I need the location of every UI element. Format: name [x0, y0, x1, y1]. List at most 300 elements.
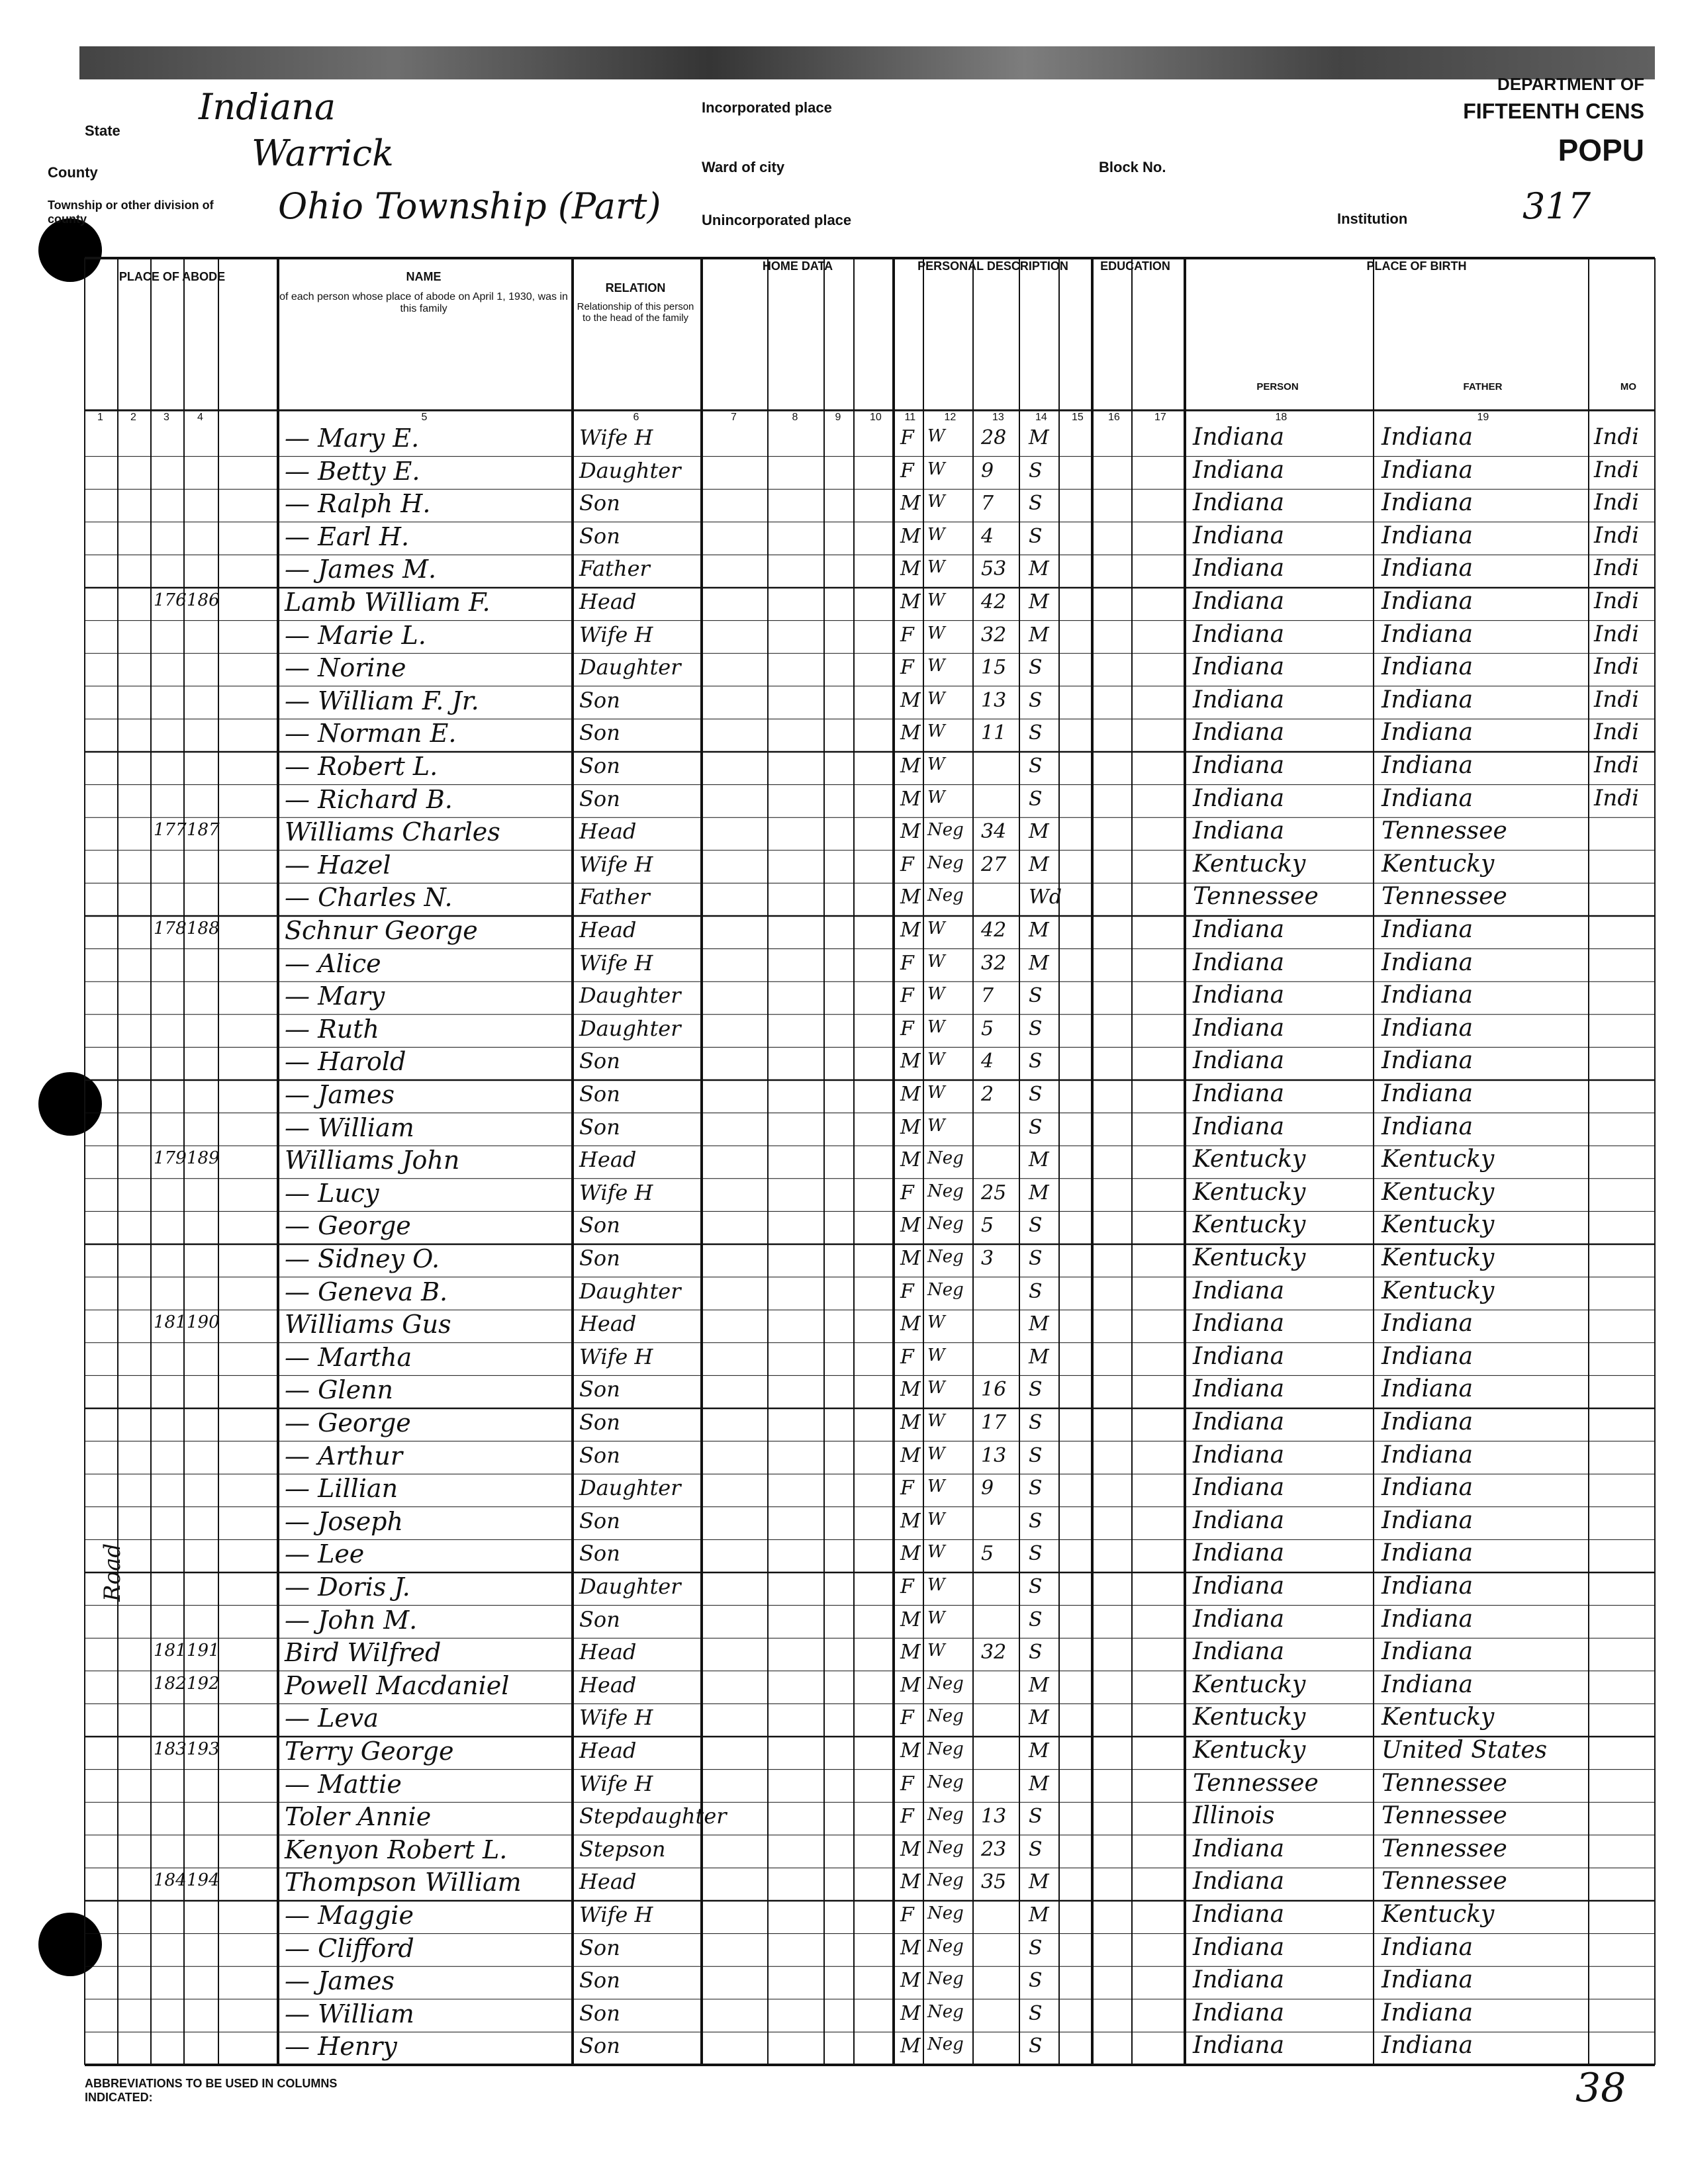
column-number: 18: [1275, 412, 1287, 423]
relation-value: Stepson: [579, 1836, 666, 1862]
age-value: 23: [981, 1837, 1007, 1861]
race-value: W: [927, 1641, 945, 1661]
race-value: Neg: [927, 886, 964, 906]
birthplace-father: Kentucky: [1381, 1244, 1495, 1271]
birthplace-person: Illinois: [1193, 1802, 1275, 1830]
birthplace-father: Tennessee: [1381, 1868, 1507, 1895]
relation-value: Head: [579, 1738, 637, 1763]
dwelling-number: 179: [154, 1148, 187, 1169]
person-name: — Hazel: [285, 850, 391, 880]
margin-note-road: Road: [99, 1543, 126, 1602]
birthplace-person: Kentucky: [1193, 850, 1306, 878]
family-number: 190: [187, 1312, 220, 1333]
relation-value: Son: [579, 2000, 620, 2026]
relation-value: Daughter: [579, 457, 681, 483]
person-name: — Norman E.: [285, 719, 457, 749]
sex-value: M: [900, 1641, 921, 1664]
age-value: 9: [981, 1477, 994, 1500]
marital-status-value: M: [1029, 852, 1049, 876]
sex-value: M: [900, 787, 921, 811]
age-value: 4: [981, 524, 994, 548]
sex-value: F: [900, 656, 914, 680]
person-name: — Earl H.: [285, 522, 410, 551]
dwelling-number: 183: [154, 1739, 187, 1759]
person-name: — Maggie: [285, 1901, 414, 1930]
birthplace-person: Indiana: [1193, 686, 1285, 713]
person-name: — Norine: [285, 653, 406, 683]
birthplace-father: Indiana: [1381, 1080, 1474, 1107]
birthplace-father: Kentucky: [1381, 1704, 1495, 1731]
age-value: 13: [981, 1443, 1007, 1467]
person-name: — Marie L.: [285, 620, 426, 650]
dwelling-number: 176: [154, 590, 187, 610]
race-value: W: [927, 623, 945, 643]
column-number: 13: [992, 412, 1004, 423]
relation-value: Son: [579, 1606, 620, 1632]
age-value: 13: [981, 1805, 1007, 1829]
race-value: Neg: [927, 1247, 964, 1267]
relation-value: Wife H: [579, 1343, 653, 1369]
birthplace-person: Kentucky: [1193, 1244, 1306, 1271]
personal-description-header: PERSONAL DESCRIPTION: [917, 259, 1068, 273]
birthplace-father: Indiana: [1381, 555, 1474, 582]
race-value: W: [927, 656, 945, 676]
birthplace-mother: Indi: [1594, 489, 1639, 516]
birthplace-mother: Indi: [1594, 719, 1639, 746]
marital-status-value: S: [1029, 1017, 1043, 1040]
birthplace-father: Indiana: [1381, 916, 1474, 943]
marital-status-value: Wd: [1029, 886, 1062, 909]
race-value: W: [927, 426, 945, 446]
person-name: — Henry: [285, 2032, 397, 2062]
sex-value: F: [900, 1279, 914, 1303]
birthplace-person: Indiana: [1193, 424, 1285, 451]
person-name: Thompson William: [285, 1868, 522, 1897]
sex-value: M: [900, 919, 921, 942]
relation-value: Wife H: [579, 950, 653, 976]
race-value: W: [927, 1050, 945, 1070]
age-value: 16: [981, 1378, 1007, 1402]
birthplace-person: Indiana: [1193, 1408, 1285, 1435]
marital-status-value: S: [1029, 688, 1043, 712]
marital-status-value: S: [1029, 1509, 1043, 1533]
person-name: — Richard B.: [285, 784, 453, 814]
birthplace-person: Indiana: [1193, 588, 1285, 615]
ward-label: Ward of city: [702, 159, 785, 175]
race-value: Neg: [927, 1673, 964, 1694]
person-name: — John M.: [285, 1605, 418, 1635]
birthplace-father: Indiana: [1381, 1999, 1474, 2026]
age-value: 3: [981, 1247, 994, 1270]
birthplace-person: Indiana: [1193, 1441, 1285, 1469]
sex-value: M: [900, 1312, 921, 1336]
marital-status-value: M: [1029, 426, 1049, 449]
birthplace-father: United States: [1381, 1737, 1548, 1764]
marital-status-value: S: [1029, 1247, 1043, 1270]
sex-value: F: [900, 1805, 914, 1829]
column-number: 19: [1477, 412, 1489, 423]
page-number: 38: [1575, 2065, 1626, 2111]
relation-value: Son: [579, 1081, 620, 1107]
relation-value: Son: [579, 523, 620, 549]
person-name: — Sidney O.: [285, 1244, 440, 1273]
marital-status-value: S: [1029, 1805, 1043, 1829]
dwelling-number: 181: [154, 1312, 187, 1333]
race-value: Neg: [927, 1279, 964, 1300]
birthplace-father: Indiana: [1381, 653, 1474, 681]
birthplace-father: Indiana: [1381, 1342, 1474, 1370]
birthplace-person: Kentucky: [1193, 1178, 1306, 1206]
race-value: Neg: [927, 1181, 964, 1201]
marital-status-value: S: [1029, 754, 1043, 778]
race-value: Neg: [927, 852, 964, 873]
relation-value: Wife H: [579, 851, 653, 877]
person-name: — Lee: [285, 1539, 365, 1569]
sex-value: M: [900, 524, 921, 548]
sex-value: M: [900, 1870, 921, 1894]
race-value: W: [927, 1378, 945, 1398]
family-number: 193: [187, 1739, 220, 1759]
marital-status-value: M: [1029, 557, 1049, 581]
birthplace-father: Indiana: [1381, 1572, 1474, 1600]
race-value: W: [927, 1509, 945, 1529]
person-name: — Ruth: [285, 1014, 379, 1044]
birthplace-person: Indiana: [1193, 1014, 1285, 1042]
birthplace-father: Indiana: [1381, 1441, 1474, 1469]
sex-value: M: [900, 1148, 921, 1172]
race-value: W: [927, 1115, 945, 1136]
birthplace-father: Tennessee: [1381, 1769, 1507, 1797]
relation-value: Son: [579, 1377, 620, 1402]
marital-status-value: M: [1029, 1673, 1049, 1697]
relation-value: Son: [579, 1442, 620, 1468]
birthplace-father: Indiana: [1381, 1966, 1474, 1994]
person-name: — George: [285, 1408, 411, 1437]
birthplace-person: Indiana: [1193, 2032, 1285, 2060]
person-name: Lamb William F.: [285, 588, 491, 617]
race-value: W: [927, 787, 945, 807]
unincorporated-label: Unincorporated place: [702, 212, 852, 228]
sex-value: M: [900, 1378, 921, 1402]
family-number: 192: [187, 1673, 220, 1694]
birthplace-father: Tennessee: [1381, 817, 1507, 845]
sex-value: M: [900, 2034, 921, 2058]
birthplace-person: Indiana: [1193, 784, 1285, 812]
relation-value: Son: [579, 1246, 620, 1271]
abbreviations-note: ABBREVIATIONS TO BE USED IN COLUMNS INDICATED:: [85, 2077, 338, 2104]
relation-value: Son: [579, 1541, 620, 1567]
person-name: — Arthur: [285, 1441, 403, 1471]
sex-value: F: [900, 852, 914, 876]
sex-value: M: [900, 1837, 921, 1861]
relation-value: Son: [579, 1410, 620, 1435]
birthplace-mother: Indi: [1594, 653, 1639, 680]
marital-status-value: M: [1029, 1312, 1049, 1336]
birthplace-father: Indiana: [1381, 1474, 1474, 1502]
birthplace-mother: Indi: [1594, 588, 1639, 614]
relation-description: Relationship of this person to the head of the family: [577, 301, 694, 324]
relation-value: Head: [579, 819, 637, 844]
age-value: 9: [981, 459, 994, 482]
race-value: Neg: [927, 1739, 964, 1759]
birthplace-mother: Indi: [1594, 522, 1639, 549]
family-number: 194: [187, 1870, 220, 1891]
person-name: — Betty E.: [285, 456, 420, 486]
name-header: NAME: [406, 270, 442, 283]
sex-value: F: [900, 1706, 914, 1730]
relation-value: Daughter: [579, 983, 681, 1009]
birthplace-person: Kentucky: [1193, 1211, 1306, 1239]
person-name: — Leva: [285, 1704, 379, 1733]
birthplace-person: Indiana: [1193, 1080, 1285, 1107]
age-value: 32: [981, 1641, 1007, 1664]
birthplace-father: Kentucky: [1381, 1211, 1495, 1239]
sex-value: M: [900, 820, 921, 844]
relation-value: Wife H: [579, 1705, 653, 1731]
birthplace-father: Indiana: [1381, 719, 1474, 747]
birthplace-person: Indiana: [1193, 1539, 1285, 1567]
sex-value: M: [900, 2001, 921, 2025]
person-name: — Mattie: [285, 1769, 402, 1799]
birthplace-person: Indiana: [1193, 916, 1285, 943]
dwelling-number: 177: [154, 820, 187, 841]
marital-status-value: S: [1029, 1279, 1043, 1303]
dwelling-number: 184: [154, 1870, 187, 1891]
relation-value: Daughter: [579, 1015, 681, 1041]
marital-status-value: M: [1029, 1148, 1049, 1172]
birthplace-father: Tennessee: [1381, 1802, 1507, 1830]
marital-status-value: M: [1029, 590, 1049, 614]
race-value: W: [927, 492, 945, 512]
dwelling-number: 181: [154, 1641, 187, 1661]
birthplace-father: Indiana: [1381, 1375, 1474, 1403]
birthplace-person: Indiana: [1193, 555, 1285, 582]
column-number: 2: [130, 412, 136, 423]
sex-value: F: [900, 1345, 914, 1369]
person-name: — James: [285, 1080, 395, 1109]
person-name: Schnur George: [285, 916, 478, 945]
age-value: 15: [981, 656, 1007, 680]
relation-value: Son: [579, 1934, 620, 1960]
birthplace-person: Indiana: [1193, 456, 1285, 484]
relation-value: Son: [579, 490, 620, 516]
birthplace-father: Kentucky: [1381, 1277, 1495, 1304]
race-value: Neg: [927, 1148, 964, 1169]
race-value: W: [927, 1443, 945, 1464]
sex-value: M: [900, 688, 921, 712]
person-name: Terry George: [285, 1737, 454, 1766]
sex-value: M: [900, 1247, 921, 1270]
race-value: W: [927, 1575, 945, 1595]
sex-value: M: [900, 590, 921, 614]
birthplace-person: Indiana: [1193, 1342, 1285, 1370]
birthplace-father: Indiana: [1381, 948, 1474, 976]
column-number: 6: [633, 412, 639, 423]
marital-status-value: M: [1029, 1870, 1049, 1894]
race-value: Neg: [927, 2001, 964, 2022]
name-description: of each person whose place of abode on April 1, 1930, was in this family: [279, 291, 568, 314]
birthplace-father: Indiana: [1381, 522, 1474, 549]
state-label: State: [85, 122, 120, 139]
column-number: 9: [835, 412, 841, 423]
race-value: Neg: [927, 1870, 964, 1891]
birthplace-person: Indiana: [1193, 489, 1285, 517]
relation-value: Wife H: [579, 621, 653, 647]
relation-header: RELATION: [605, 281, 666, 295]
mother-subheader: MO: [1620, 381, 1637, 392]
marital-status-value: S: [1029, 1443, 1043, 1467]
birthplace-person: Indiana: [1193, 1572, 1285, 1600]
sex-value: F: [900, 1477, 914, 1500]
person-name: — Joseph: [285, 1506, 403, 1536]
relation-value: Son: [579, 1508, 620, 1533]
birthplace-father: Kentucky: [1381, 1178, 1495, 1206]
birthplace-person: Indiana: [1193, 1310, 1285, 1338]
age-value: 7: [981, 492, 994, 516]
relation-value: Father: [579, 884, 650, 910]
age-value: 2: [981, 1083, 994, 1106]
column-number: 16: [1108, 412, 1120, 423]
race-value: W: [927, 1312, 945, 1333]
birthplace-father: Indiana: [1381, 752, 1474, 779]
race-value: W: [927, 1542, 945, 1563]
sex-value: F: [900, 1903, 914, 1927]
marital-status-value: S: [1029, 1575, 1043, 1598]
marital-status-value: M: [1029, 623, 1049, 647]
relation-value: Son: [579, 720, 620, 746]
birthplace-person: Indiana: [1193, 752, 1285, 779]
race-value: Neg: [927, 1903, 964, 1923]
sex-value: F: [900, 951, 914, 975]
birthplace-person: Kentucky: [1193, 1737, 1306, 1764]
birthplace-father: Indiana: [1381, 489, 1474, 517]
age-value: 7: [981, 984, 994, 1008]
sex-value: M: [900, 1115, 921, 1139]
county-value: Warrick: [252, 132, 394, 174]
relation-value: Daughter: [579, 1475, 681, 1501]
race-value: W: [927, 951, 945, 972]
birthplace-father: Kentucky: [1381, 850, 1495, 878]
relation-value: Son: [579, 2033, 620, 2059]
person-name: — Ralph H.: [285, 489, 431, 519]
sex-value: F: [900, 1017, 914, 1040]
marital-status-value: S: [1029, 1378, 1043, 1402]
sex-value: M: [900, 492, 921, 516]
person-name: — Lucy: [285, 1178, 379, 1208]
family-number: 188: [187, 919, 220, 938]
person-name: Kenyon Robert L.: [285, 1835, 508, 1864]
birthplace-father: Indiana: [1381, 1113, 1474, 1140]
race-value: Neg: [927, 1214, 964, 1234]
birthplace-person: Indiana: [1193, 1506, 1285, 1534]
race-value: Neg: [927, 1706, 964, 1727]
race-value: W: [927, 1083, 945, 1103]
column-number: 15: [1072, 412, 1084, 423]
birthplace-person: Indiana: [1193, 1605, 1285, 1633]
dwelling-number: 182: [154, 1673, 187, 1694]
person-name: — Mary E.: [285, 424, 420, 453]
race-value: W: [927, 688, 945, 709]
marital-status-value: S: [1029, 2034, 1043, 2058]
birthplace-father: Indiana: [1381, 424, 1474, 451]
sex-value: M: [900, 1083, 921, 1106]
relation-value: Son: [579, 753, 620, 778]
marital-status-value: S: [1029, 524, 1043, 548]
birthplace-person: Indiana: [1193, 1835, 1285, 1862]
person-name: — George: [285, 1211, 411, 1241]
birthplace-father: Indiana: [1381, 981, 1474, 1009]
birthplace-father: Indiana: [1381, 784, 1474, 812]
birthplace-father: Indiana: [1381, 2032, 1474, 2060]
birthplace-father: Indiana: [1381, 456, 1474, 484]
person-name: — James M.: [285, 555, 437, 584]
birthplace-father: Indiana: [1381, 1310, 1474, 1338]
column-number: 17: [1154, 412, 1166, 423]
birthplace-mother: Indi: [1594, 456, 1639, 483]
birthplace-person: Indiana: [1193, 1999, 1285, 2026]
race-value: W: [927, 557, 945, 578]
race-value: W: [927, 1477, 945, 1497]
age-value: 11: [981, 721, 1007, 745]
sex-value: F: [900, 1181, 914, 1205]
relation-value: Son: [579, 1968, 620, 1993]
age-value: 17: [981, 1411, 1007, 1434]
township-value: Ohio Township (Part): [278, 185, 661, 227]
birthplace-father: Indiana: [1381, 1047, 1474, 1075]
birthplace-father: Indiana: [1381, 686, 1474, 713]
birthplace-father: Kentucky: [1381, 1901, 1495, 1928]
birthplace-person: Indiana: [1193, 522, 1285, 549]
race-value: Neg: [927, 1772, 964, 1792]
age-value: 27: [981, 852, 1007, 876]
column-number: 8: [792, 412, 798, 423]
birthplace-father: Indiana: [1381, 1933, 1474, 1961]
race-value: W: [927, 1608, 945, 1628]
age-value: 5: [981, 1214, 994, 1238]
relation-value: Son: [579, 1114, 620, 1140]
birthplace-father: Indiana: [1381, 1506, 1474, 1534]
race-value: Neg: [927, 1969, 964, 1989]
race-value: W: [927, 721, 945, 742]
relation-value: Head: [579, 1672, 637, 1698]
sex-value: M: [900, 1411, 921, 1434]
department-title: DEPARTMENT OF: [1497, 74, 1644, 94]
schedule-title: POPU: [1558, 133, 1644, 167]
incorporated-label: Incorporated place: [702, 99, 832, 116]
marital-status-value: S: [1029, 656, 1043, 680]
sex-value: M: [900, 1739, 921, 1762]
relation-value: Head: [579, 1869, 637, 1895]
race-value: W: [927, 590, 945, 610]
birthplace-person: Indiana: [1193, 1901, 1285, 1928]
sex-value: M: [900, 557, 921, 581]
relation-value: Son: [579, 687, 620, 713]
birthplace-person: Indiana: [1193, 948, 1285, 976]
age-value: 34: [981, 820, 1007, 844]
home-data-header: HOME DATA: [762, 259, 833, 273]
birthplace-father: Indiana: [1381, 1014, 1474, 1042]
marital-status-value: M: [1029, 1903, 1049, 1927]
birthplace-person: Indiana: [1193, 1047, 1285, 1075]
birthplace-mother: Indi: [1594, 620, 1639, 647]
birthplace-father: Tennessee: [1381, 883, 1507, 911]
birthplace-father: Kentucky: [1381, 1146, 1495, 1173]
age-value: 5: [981, 1542, 994, 1566]
person-name: Williams John: [285, 1146, 460, 1175]
sex-value: F: [900, 1575, 914, 1598]
birthplace-mother: Indi: [1594, 784, 1639, 811]
place-of-abode-header: PLACE OF ABODE: [118, 270, 226, 283]
